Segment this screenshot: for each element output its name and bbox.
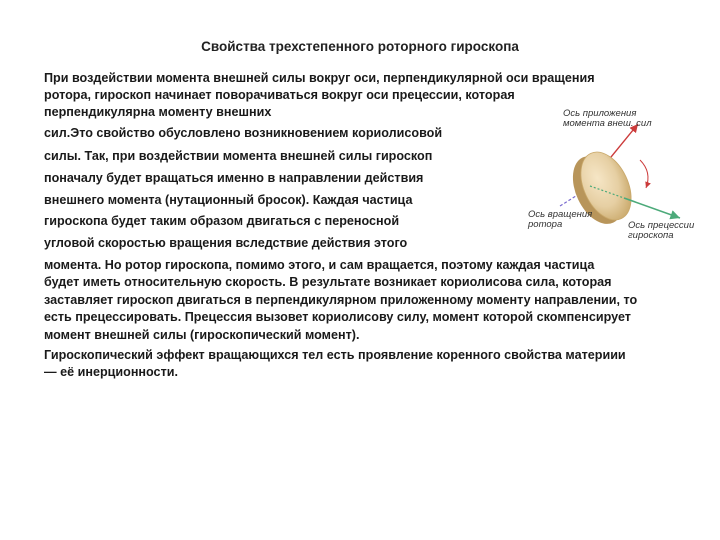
text-line: будет иметь относительную скорость. В результате возникает кориолисова сила, которая <box>44 275 612 289</box>
text-line: силы. Так, при воздействии момента внешней силы гироскоп <box>44 149 433 163</box>
text-line: угловой скоростью вращения вследствие действия этого <box>44 236 408 250</box>
text-line: ротора, гироскоп начинает поворачиваться вокруг оси прецессии, которая <box>44 88 515 102</box>
text-line: внешнего момента (нутационный бросок). Каждая частица <box>44 193 413 207</box>
text-line: заставляет гироскоп двигаться в перпендикулярном приложенному моменту направлении, то <box>44 293 638 307</box>
page-title: Свойства трехстепенного роторного гироскопа <box>201 39 519 54</box>
label-moment-axis: Ось приложения момента внеш. сил <box>563 108 652 129</box>
text-line: сил.Это свойство обусловлено возникновением кориолисовой <box>44 126 443 140</box>
rotation-arrow <box>640 160 648 188</box>
text-line: момент внешней силы (гироскопический момент). <box>44 328 360 342</box>
label-precession-axis: Ось прецессии гироскопа <box>628 220 695 241</box>
text-line: гироскопа будет таким образом двигаться с переносной <box>44 214 400 228</box>
text-line: перпендикулярна моменту внешних <box>44 105 272 119</box>
text-line: есть прецессировать. Прецессия вызовет кориолисову силу, момент которой скомпенсирует <box>44 310 631 324</box>
text-line: поначалу будет вращаться именно в направлении действия <box>44 171 424 185</box>
gyroscope-figure <box>520 100 720 250</box>
text-line: — её инерционности. <box>44 365 178 379</box>
text-line: момента. Но ротор гироскопа, помимо этого, и сам вращается, поэтому каждая частица <box>44 258 595 272</box>
text-line: Гироскопический эффект вращающихся тел есть проявление коренного свойства материии <box>44 348 626 362</box>
label-rotation-axis: Ось вращения ротора <box>528 209 593 230</box>
text-line: При воздействии момента внешней силы вокруг оси, перпендикулярной оси вращения <box>44 71 595 85</box>
precession-axis <box>624 198 680 218</box>
